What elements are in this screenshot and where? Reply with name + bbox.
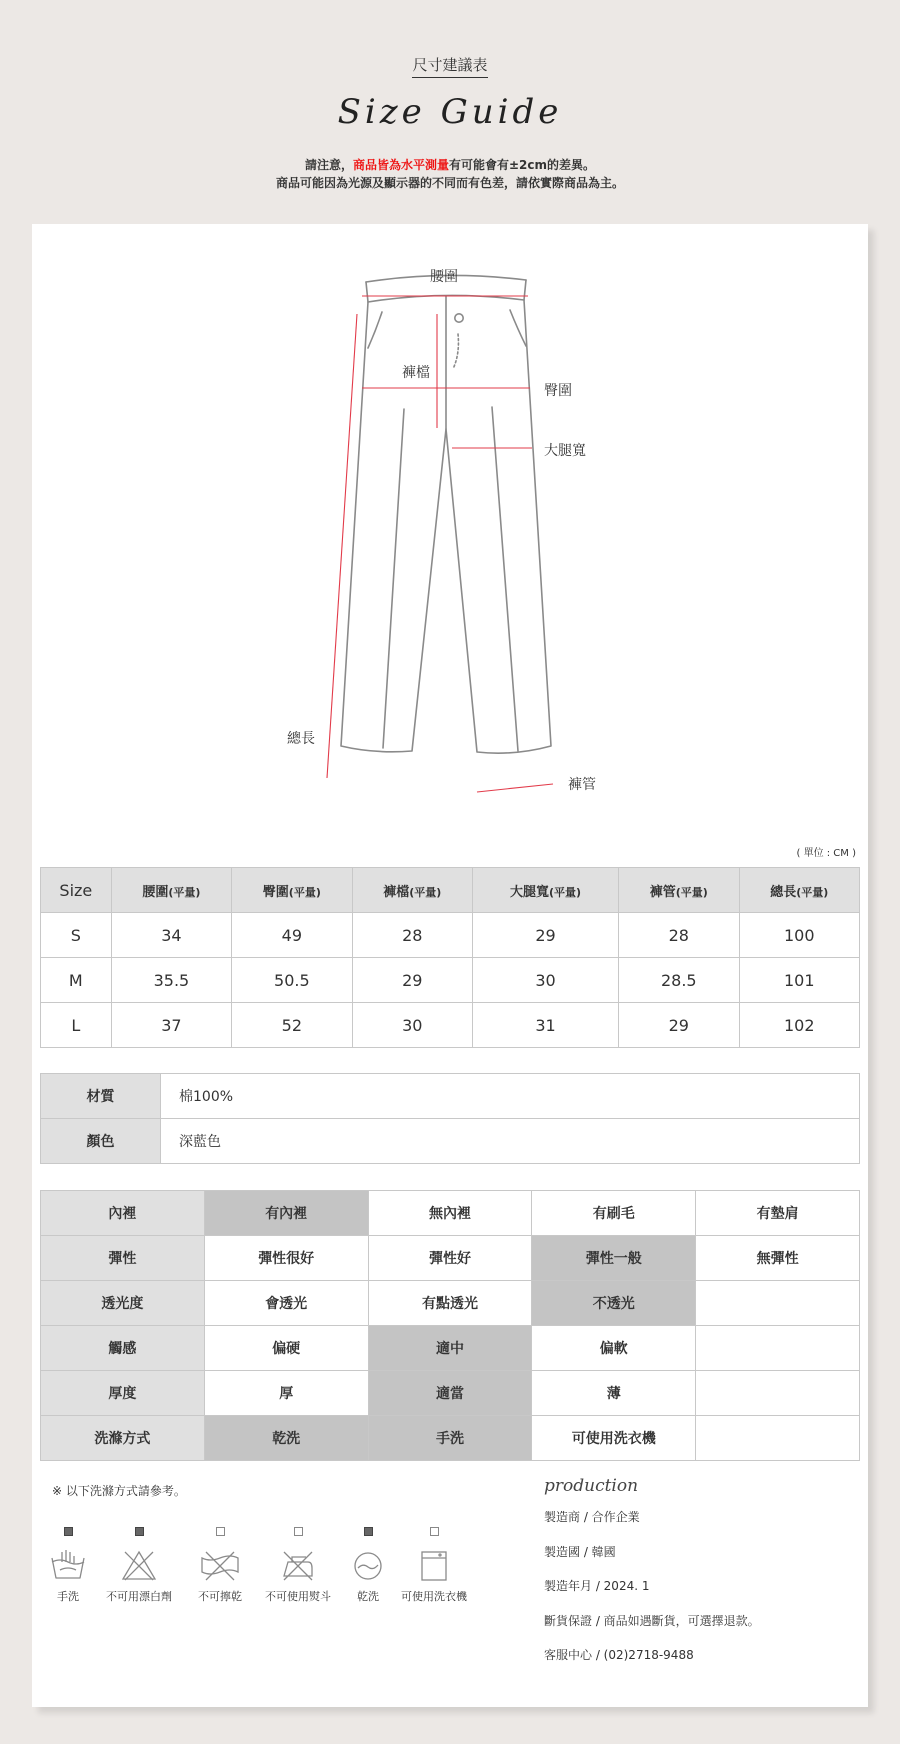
production-policy: 斷貨保證 / 商品如遇斷貨，可選擇退款。 xyxy=(544,1613,760,1628)
production-info xyxy=(544,1476,864,1681)
size-cell: 28 xyxy=(619,913,739,958)
attribute-label: 內裡 xyxy=(41,1191,205,1236)
no-wring-icon xyxy=(200,1548,240,1584)
care-label: 可使用洗衣機 xyxy=(401,1590,467,1603)
material-row xyxy=(41,1074,860,1119)
unit-note: ( 單位 : CM ) xyxy=(796,848,856,859)
machine-wash-icon xyxy=(416,1548,452,1584)
care-item-no-wring xyxy=(188,1526,252,1604)
size-cell: 29 xyxy=(619,1003,739,1048)
size-cell: 52 xyxy=(232,1003,352,1048)
attribute-option: 乾洗 xyxy=(204,1416,368,1461)
care-item-hand-wash xyxy=(44,1526,92,1604)
size-cell: 28.5 xyxy=(619,958,739,1003)
size-cell: 30 xyxy=(472,958,618,1003)
attribute-option: 有墊肩 xyxy=(696,1191,860,1236)
attribute-option: 適中 xyxy=(368,1326,532,1371)
material-value: 棉100% xyxy=(161,1074,860,1119)
attribute-option: 厚 xyxy=(204,1371,368,1416)
material-label: 材質 xyxy=(41,1074,161,1119)
attribute-option: 彈性一般 xyxy=(532,1236,696,1281)
care-label: 不可擰乾 xyxy=(198,1590,242,1603)
production-heading: production xyxy=(544,1476,639,1496)
attribute-option xyxy=(696,1326,860,1371)
color-note: 商品可能因為光源及顯示器的不同而有色差，請依實際商品為主。 xyxy=(275,176,624,190)
size-table-header-row xyxy=(41,868,860,913)
label-rise: 褲檔 xyxy=(402,365,430,381)
size-header-cell: Size xyxy=(41,868,112,913)
size-cell: S xyxy=(41,913,112,958)
table-row xyxy=(41,958,860,1003)
size-cell: 31 xyxy=(472,1003,618,1048)
care-label: 不可用漂白劑 xyxy=(106,1590,172,1603)
attribute-option: 偏硬 xyxy=(204,1326,368,1371)
care-label: 手洗 xyxy=(57,1590,79,1603)
attribute-option: 彈性很好 xyxy=(204,1236,368,1281)
size-cell: M xyxy=(41,958,112,1003)
measure-note: 請注意，商品皆為水平測量有可能會有±2cm的差異。 xyxy=(304,158,596,172)
attribute-option: 可使用洗衣機 xyxy=(532,1416,696,1461)
attribute-row xyxy=(41,1236,860,1281)
label-hip: 臀圍 xyxy=(544,383,572,399)
attribute-label: 透光度 xyxy=(41,1281,205,1326)
attribute-option: 薄 xyxy=(532,1371,696,1416)
attribute-row xyxy=(41,1416,860,1461)
pants-diagram xyxy=(32,224,868,804)
attribute-option: 適當 xyxy=(368,1371,532,1416)
size-cell: 101 xyxy=(739,958,860,1003)
care-checkbox xyxy=(188,1526,252,1540)
size-cell: 29 xyxy=(472,913,618,958)
attribute-option: 有刷毛 xyxy=(532,1191,696,1236)
attribute-row xyxy=(41,1371,860,1416)
size-cell: L xyxy=(41,1003,112,1048)
size-guide-card xyxy=(32,224,868,1707)
pants-illustration xyxy=(32,224,868,804)
no-iron-icon xyxy=(280,1548,316,1584)
size-header-cell: 大腿寬(平量) xyxy=(472,868,618,913)
care-checkbox xyxy=(394,1526,474,1540)
size-cell: 102 xyxy=(739,1003,860,1048)
label-hem: 褲管 xyxy=(568,777,596,793)
size-cell: 100 xyxy=(739,913,860,958)
size-header-cell: 褲檔(平量) xyxy=(352,868,472,913)
care-checkbox xyxy=(44,1526,92,1540)
attribute-row xyxy=(41,1191,860,1236)
label-total-length: 總長 xyxy=(287,731,315,747)
page-kicker: 尺寸建議表 xyxy=(0,54,900,75)
size-header-cell: 臀圍(平量) xyxy=(232,868,352,913)
size-header-cell: 總長(平量) xyxy=(739,868,860,913)
no-bleach-icon xyxy=(121,1548,157,1584)
care-label: 乾洗 xyxy=(357,1590,379,1603)
material-table xyxy=(40,1073,860,1164)
size-cell: 29 xyxy=(352,958,472,1003)
attribute-option xyxy=(696,1416,860,1461)
production-country: 製造國 / 韓國 xyxy=(544,1544,616,1559)
care-checkbox xyxy=(344,1526,392,1540)
table-row xyxy=(41,913,860,958)
attribute-option: 有內裡 xyxy=(204,1191,368,1236)
production-service: 客服中心 / (02)2718-9488 xyxy=(544,1648,694,1663)
attribute-option: 偏軟 xyxy=(532,1326,696,1371)
color-row xyxy=(41,1119,860,1164)
size-cell: 37 xyxy=(111,1003,231,1048)
attribute-option: 彈性好 xyxy=(368,1236,532,1281)
attribute-option: 無內裡 xyxy=(368,1191,532,1236)
attribute-row xyxy=(41,1326,860,1371)
attribute-label: 厚度 xyxy=(41,1371,205,1416)
label-thigh: 大腿寬 xyxy=(544,443,586,459)
size-header-cell: 褲管(平量) xyxy=(619,868,739,913)
attribute-table xyxy=(40,1190,860,1461)
label-waist: 腰圍 xyxy=(430,269,458,285)
dry-clean-icon xyxy=(350,1548,386,1584)
care-item-dry-clean xyxy=(344,1526,392,1604)
hem-measure-line xyxy=(477,784,553,792)
production-maker: 製造商 / 合作企業 xyxy=(544,1510,640,1524)
production-date: 製造年月 / 2024. 1 xyxy=(544,1579,650,1594)
attribute-label: 彈性 xyxy=(41,1236,205,1281)
attribute-option: 有點透光 xyxy=(368,1281,532,1326)
size-table xyxy=(40,867,860,1048)
size-cell: 49 xyxy=(232,913,352,958)
care-item-machine-wash xyxy=(394,1526,474,1604)
size-cell: 30 xyxy=(352,1003,472,1048)
size-header-cell: 腰圍(平量) xyxy=(111,868,231,913)
size-cell: 35.5 xyxy=(111,958,231,1003)
attribute-option: 不透光 xyxy=(532,1281,696,1326)
attribute-option: 無彈性 xyxy=(696,1236,860,1281)
care-label: 不可使用熨斗 xyxy=(265,1590,331,1603)
care-checkbox xyxy=(104,1526,174,1540)
size-cell: 28 xyxy=(352,913,472,958)
table-row xyxy=(41,1003,860,1048)
care-checkbox xyxy=(258,1526,338,1540)
attribute-option: 手洗 xyxy=(368,1416,532,1461)
size-cell: 34 xyxy=(111,913,231,958)
hand-wash-icon xyxy=(50,1548,86,1584)
care-note: ※ 以下洗滌方式請參考。 xyxy=(52,1484,186,1498)
attribute-option: 會透光 xyxy=(204,1281,368,1326)
measure-note-highlight: 商品皆為水平測量 xyxy=(352,158,449,172)
care-item-no-iron xyxy=(258,1526,338,1604)
color-value: 深藍色 xyxy=(161,1119,860,1164)
care-item-no-bleach xyxy=(104,1526,174,1604)
size-cell: 50.5 xyxy=(232,958,352,1003)
attribute-label: 觸感 xyxy=(41,1326,205,1371)
attribute-row xyxy=(41,1281,860,1326)
attribute-option xyxy=(696,1371,860,1416)
attribute-option xyxy=(696,1281,860,1326)
color-label: 顏色 xyxy=(41,1119,161,1164)
attribute-label: 洗滌方式 xyxy=(41,1416,205,1461)
page-title: Size Guide xyxy=(337,92,563,132)
